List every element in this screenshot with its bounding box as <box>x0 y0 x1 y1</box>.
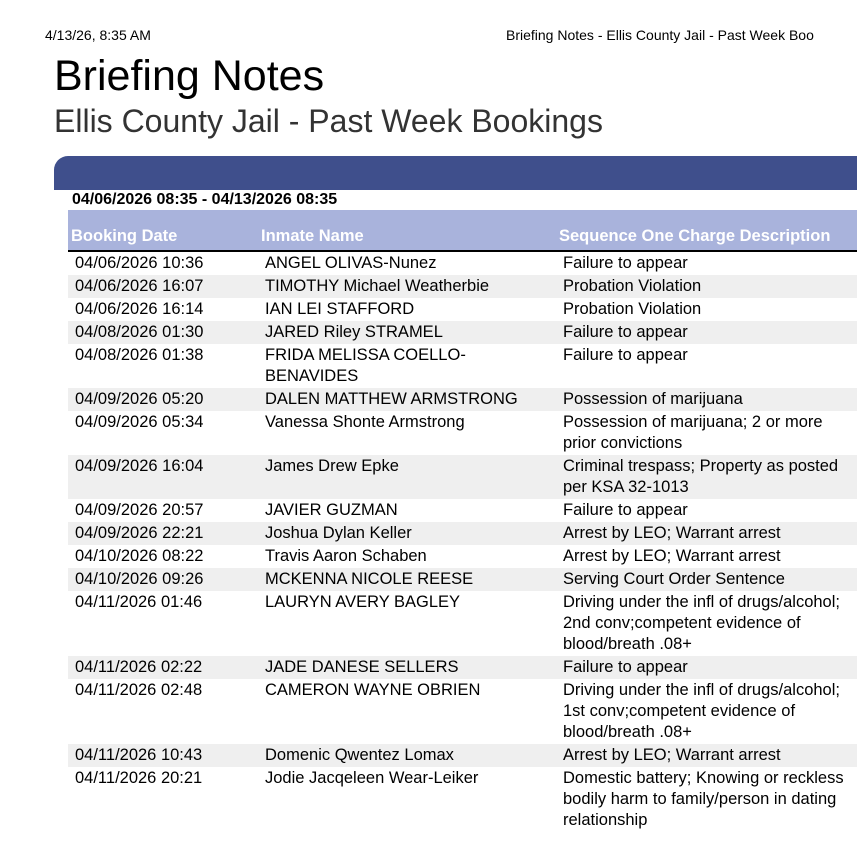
charge-description-cell: Failure to appear <box>563 501 688 519</box>
inmate-name-cell: LAURYN AVERY BAGLEY <box>265 593 461 611</box>
charge-description-cell: Arrest by LEO; Warrant arrest <box>563 547 781 565</box>
charge-description-cell: Driving under the infl of drugs/alcohol; 1st conv;competent evidence of blood/breath .08+ <box>563 681 840 741</box>
charge-description-cell: Failure to appear <box>563 346 688 364</box>
table-row <box>68 251 857 275</box>
charge-description-cell: Arrest by LEO; Warrant arrest <box>556 522 857 545</box>
booking-date-cell: 04/11/2026 20:21 <box>75 769 203 787</box>
charge-description-cell: Failure to appear <box>556 321 857 344</box>
inmate-name-cell: JADE DANESE SELLERS <box>258 656 556 679</box>
booking-date-cell: 04/11/2026 02:48 <box>75 681 203 699</box>
table-row <box>68 388 857 411</box>
inmate-name-cell: JARED Riley STRAMEL <box>258 321 556 344</box>
report-banner <box>54 156 857 190</box>
charge-description-cell: Possession of marijuana; 2 or more prior convictions <box>563 413 823 452</box>
inmate-name-cell: CAMERON WAYNE OBRIEN <box>265 681 481 699</box>
booking-date-cell: 04/08/2026 01:30 <box>68 321 258 344</box>
inmate-name-cell: Jodie Jacqeleen Wear-Leiker <box>265 769 479 787</box>
column-header-booking-date: Booking Date <box>68 210 258 251</box>
table-row <box>68 767 857 832</box>
booking-date-cell: 04/06/2026 16:07 <box>68 275 258 298</box>
inmate-name-cell: TIMOTHY Michael Weatherbie <box>258 275 556 298</box>
table-row <box>68 344 857 388</box>
inmate-name-cell: Joshua Dylan Keller <box>258 522 556 545</box>
inmate-name-cell: MCKENNA NICOLE REESE <box>258 568 556 591</box>
table-row <box>68 499 857 522</box>
charge-description-cell: Criminal trespass; Property as posted per KSA 32-1013 <box>556 455 857 499</box>
inmate-name-cell: Travis Aaron Schaben <box>265 547 427 565</box>
table-row <box>68 411 857 455</box>
charge-description-cell: Domestic battery; Knowing or reckless bodily harm to family/person in dating relationship <box>563 769 844 829</box>
table-row <box>68 656 857 679</box>
booking-date-cell: 04/09/2026 16:04 <box>68 455 258 499</box>
booking-date-cell: 04/06/2026 10:36 <box>75 254 204 272</box>
inmate-name-cell: Vanessa Shonte Armstrong <box>265 413 465 431</box>
table-row <box>68 568 857 591</box>
column-header-inmate-name: Inmate Name <box>258 210 556 251</box>
booking-date-cell: 04/09/2026 05:20 <box>68 388 258 411</box>
charge-description-cell: Probation Violation <box>556 275 857 298</box>
booking-date-cell: 04/09/2026 22:21 <box>68 522 258 545</box>
table-row <box>68 298 857 321</box>
inmate-name-cell: James Drew Epke <box>258 455 556 499</box>
print-page-title: Briefing Notes - Ellis County Jail - Past Week Boo <box>506 27 814 43</box>
print-timestamp: 4/13/26, 8:35 AM <box>45 27 151 43</box>
inmate-name-cell: Domenic Qwentez Lomax <box>258 744 556 767</box>
column-header-charge-description: Sequence One Charge Description <box>556 210 857 251</box>
booking-date-cell: 04/10/2026 09:26 <box>68 568 258 591</box>
charge-description-cell: Serving Court Order Sentence <box>556 568 857 591</box>
charge-description-cell: Arrest by LEO; Warrant arrest <box>556 744 857 767</box>
inmate-name-cell: FRIDA MELISSA COELLO-BENAVIDES <box>265 346 466 385</box>
bookings-table <box>68 210 857 832</box>
charge-description-cell: Failure to appear <box>563 254 688 272</box>
table-header <box>68 210 857 251</box>
table-row <box>68 455 857 499</box>
page-subtitle: Ellis County Jail - Past Week Bookings <box>54 103 603 139</box>
inmate-name-cell: JAVIER GUZMAN <box>265 501 398 519</box>
table-row <box>68 545 857 568</box>
charge-description-cell: Probation Violation <box>563 300 702 318</box>
header-row <box>68 210 857 251</box>
booking-date-cell: 04/11/2026 01:46 <box>75 593 203 611</box>
booking-date-cell: 04/11/2026 10:43 <box>68 744 258 767</box>
charge-description-cell: Driving under the infl of drugs/alcohol; 2nd conv;competent evidence of blood/breath .08+ <box>563 593 840 653</box>
table-row <box>68 744 857 767</box>
charge-description-cell: Failure to appear <box>556 656 857 679</box>
booking-date-cell: 04/08/2026 01:38 <box>75 346 204 364</box>
table-row <box>68 679 857 744</box>
charge-description-cell: Possession of marijuana <box>556 388 857 411</box>
table-row <box>68 275 857 298</box>
inmate-name-cell: ANGEL OLIVAS-Nunez <box>265 254 437 272</box>
date-range: 04/06/2026 08:35 - 04/13/2026 08:35 <box>72 191 338 208</box>
table-row <box>68 321 857 344</box>
booking-date-cell: 04/11/2026 02:22 <box>68 656 258 679</box>
inmate-name-cell: DALEN MATTHEW ARMSTRONG <box>258 388 556 411</box>
booking-date-cell: 04/10/2026 08:22 <box>75 547 204 565</box>
page-title: Briefing Notes <box>54 52 325 100</box>
inmate-name-cell: IAN LEI STAFFORD <box>265 300 415 318</box>
booking-date-cell: 04/09/2026 20:57 <box>75 501 204 519</box>
table-row <box>68 522 857 545</box>
table-body <box>68 251 857 832</box>
table-row <box>68 591 857 656</box>
booking-date-cell: 04/09/2026 05:34 <box>75 413 204 431</box>
booking-date-cell: 04/06/2026 16:14 <box>75 300 204 318</box>
